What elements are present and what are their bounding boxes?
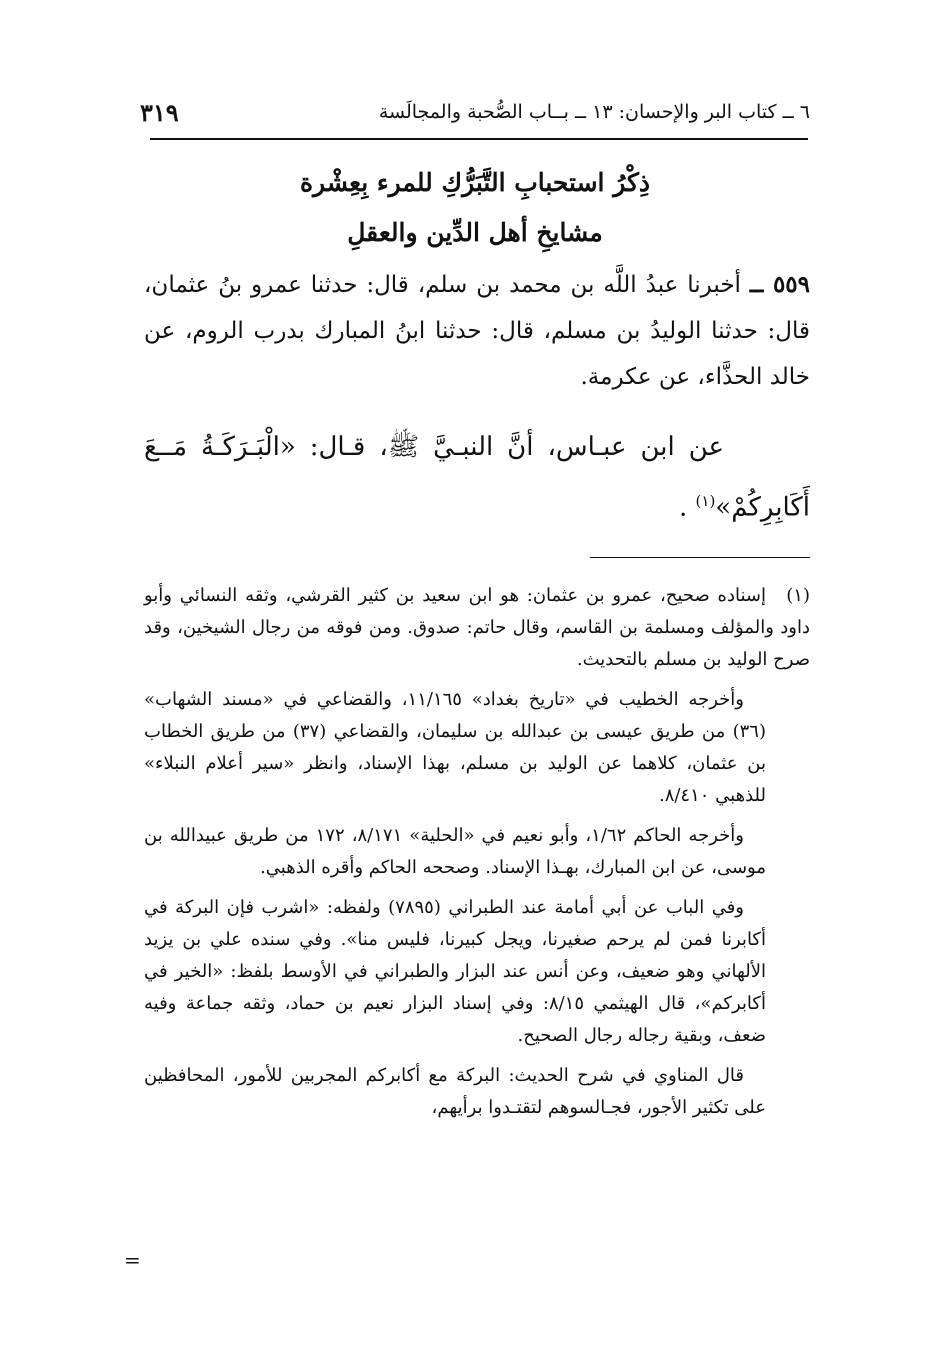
chapter-title-line-2: مشايخِ أهل الدِّين والعقلِ xyxy=(347,218,603,247)
hadith-matn-block xyxy=(144,420,810,535)
hadith-isnad-text: أخبرنا عبدُ اللَّه بن محمد بن سلم، قال: حدثنا عمرو بنُ عثمان، قال: حدثنا الوليدُ بن مسلم، قال: حدثنا ابنُ المبارك بدرب الروم، عن خالد الحذَّاء، عن عكرمة. xyxy=(144,272,810,390)
hadith-isnad xyxy=(144,262,810,400)
running-title: ٦ ــ كتاب البر والإحسان: ١٣ ــ بــاب الصُّحبة والمجالَسة xyxy=(378,101,810,123)
hadith-number: ٥٥٩ ــ xyxy=(749,271,811,298)
footnote-paragraph: وفي الباب عن أبي أمامة عند الطبراني (٧٨٩٥) ولفظه: «اشرب فإن البركة في أكابرنا فمن لم يرحم صغيرنا، ويجل كبيرنا، فليس منا». وفي سنده علي بن يزيد الألهاني وهو ضعيف، وعن أنس عند البزار والطبراني في الأوسط بلفظ: «الخير في أكابركم»، قال الهيثمي ٨/١٥: وفي إسناد البزار نعيم بن حماد، وثقه جماعة وفيه ضعف، وبقية رجاله رجال الصحيح. xyxy=(144,897,766,1046)
footnote-paragraph: وأخرجه الخطيب في «تاريخ بغداد» ١١/١٦٥، والقضاعي في «مسند الشهاب» (٣٦) من طريق عيسى بن عبدالله بن سليمان، والقضاعي (٣٧) من طريق الخطاب بن عثمان، كلاهما عن الوليد بن مسلم، بهذا الإسناد، وانظر «سير أعلام النبلاء» للذهبي ٨/٤١٠. xyxy=(144,689,766,806)
page-number: ٣١٩ xyxy=(140,97,179,127)
hadith-matn-text: عن ابن عبـاس، أنَّ النبـيَّ ﷺ، قـال: «الْبَـرَكَـةُ مَــعَ أَكَابِرِكُمْ» xyxy=(144,432,810,523)
footnote-paragraph: قال المناوي في شرح الحديث: البركة مع أكابركم المجربين للأمور، المحافظين على تكثير الأجور، فجـالسوهم لتقتـدوا برأيهم، xyxy=(144,1065,766,1118)
chapter-title xyxy=(140,158,810,258)
footnote-paragraph: وأخرجه الحاكم ١/٦٢، وأبو نعيم في «الحلية» ٨/١٧١، ١٧٢ من طريق عبيدالله بن موسى، عن ابن المبارك، بهـذا الإسناد. وصححه الحاكم وأقره الذهبي. xyxy=(144,825,766,878)
header-rule xyxy=(150,138,808,140)
page-header xyxy=(140,92,810,132)
footnote-paragraph xyxy=(144,580,810,676)
hadith-matn xyxy=(144,420,810,535)
footnote-text: إسناده صحيح، عمرو بن عثمان: هو ابن سعيد بن كثير القرشي، وثقه النسائي وأبو داود والمؤلف ومسلمة بن القاسم، وقال حاتم: صدوق. ومن فوقه من رجال الشيخين، وقد صرح الوليد بن مسلم بالتحديث. xyxy=(144,585,810,670)
continuation-mark: = xyxy=(124,1248,141,1272)
footnote-separator xyxy=(590,557,810,558)
footnotes xyxy=(144,580,810,1132)
hadith-isnad-block xyxy=(144,262,810,400)
hadith-matn-end: . xyxy=(678,492,688,523)
chapter-title-line-1: ذِكْرُ استحبابِ التَّبَرُّكِ للمرء بِعِشْرة xyxy=(299,168,651,197)
footnote-marker: (١) xyxy=(786,585,810,606)
footnote-reference: (١) xyxy=(695,492,716,510)
